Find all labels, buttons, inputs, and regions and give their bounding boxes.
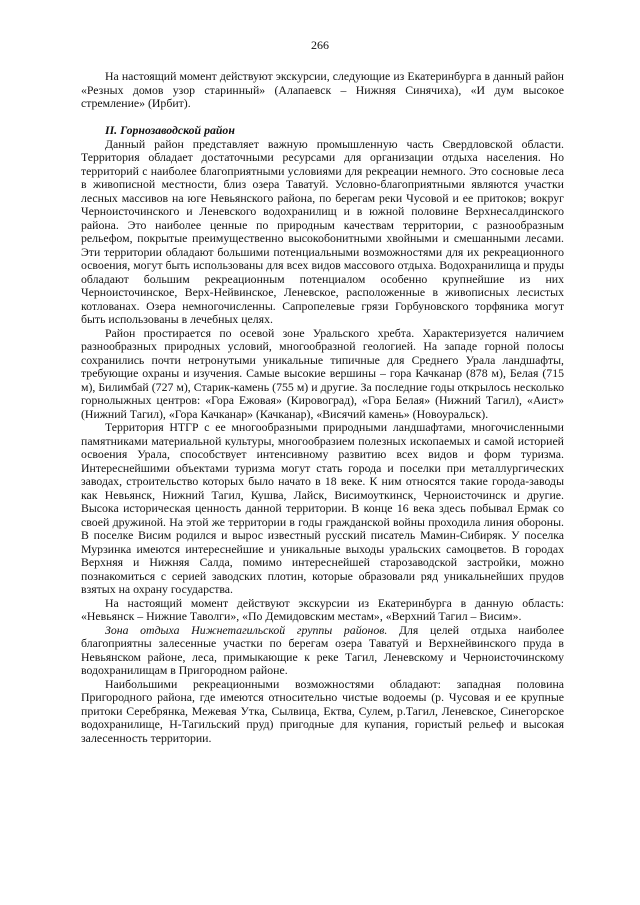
paragraph-excursions-intro: На настоящий момент действуют экскурсии, следующие из Екатеринбурга в данный район «Резных домов узор старинный» (Алапаевск – Нижняя Синячиха), «И дум высокое стремление» (Ирбит). bbox=[81, 69, 564, 110]
paragraph-relief: Район простирается по осевой зоне Уральского хребта. Характеризуется наличием разнообразных природных условий, многообразной геологией. На западе горной полосы сохранились почти нетронутыми уникальные типичные для Среднего Урала ландшафты, требующие охраны и изучения. Самые высокие вершины – гора Качканар (878 м), Белая (715 м), Билимбай (727 м), Старик-камень (755 м) и другие. За последние годы открылось несколько горнолыжных центров: «Гора Ежовая» (Кировоград), «Гора Белая» (Нижний Тагил), «Аист» (Нижний Тагил), «Гора Качканар» (Качканар), «Висячий камень» (Новоуральск). bbox=[81, 325, 564, 421]
page-number: 266 bbox=[311, 38, 329, 52]
body-text bbox=[81, 70, 564, 745]
recreation-zone-title: Зона отдыха Нижнетагильской группы районов. bbox=[105, 622, 388, 637]
paragraph-district-overview: Данный район представляет важную промышленную часть Свердловской области. Территория обладает достаточными ресурсами для организации отдыха населения. Но территорий с наиболее благоприятными условиями для рекреации немного. Это сосновые леса в живописной местности, близ озера Таватуй. Условно-благоприятными являются участки лесных массивов на юге Невьянского района, по берегам реки Чусовой и ее притоков; вокруг Черноисточинского и Леневского водохранилищ и в южной половине Верхнесалдинского района. Это наиболее ценные по природным качествам территории, с разнообразным рельефом, покрытые преимущественно высокобонитными хвойными и смешанными лесами. Эти территории обладают большими потенциальными возможностями для их рекреационного освоения, могут быть использованы для всех видов массового отдыха. Водохранилища и пруды обладают большим рекреационным потенциалом особенно крупнейшие из них Черноисточинское, Верх-Нейвинское, Леневское, расположенные в живописных лесистых котлованах. Озера немногочисленны. Сапропелевые грязи Горбуновского торфяника могут быть использованы в лечебных целях. bbox=[81, 136, 564, 326]
paragraph-tourism: Территория НТГР с ее многообразными природными ландшафтами, многочисленными памятниками материальной культуры, многообразием полезных ископаемых и самой историей освоения Урала, способствует интенсивному развитию всех видов и форм туризма. Интереснейшими объектами туризма могут стать города и поселки при металлургических заводах, строительство которых было начато в 18 веке. К ним относятся такие города-заводы как Невьянск, Нижний Тагил, Кушва, Лайск, Висимоуткинск, Черноисточинск и другие. Высока историческая ценность данной территории. В конце 16 века здесь побывал Ермак со своей дружиной. На этой же территории в годы гражданской войны проходила линия обороны. В поселке Висим родился и вырос известный русский писатель Мамин-Сибиряк. У поселка Мурзинка имеются интереснейшие и уникальные выходы уральских самоцветов. В городах Верхняя и Нижняя Салда, помимо интереснейшей старозаводской застройки, можно познакомиться с серией заводских плотин, которые образовали ряд уникальнейших прудов взятых на охрану государства. bbox=[81, 420, 564, 596]
recreation-zone-text: Для целей отдыха наиболее благоприятны залесенные участки по берегам озера Таватуй и Верхнейвинского пруда в Невьянском районе, леса, примыкающие к реке Тагил, Леневскому и Черноисточинскому водохранилищам в Пригородном районе. bbox=[81, 622, 564, 677]
paragraph-excursions-current: На настоящий момент действуют экскурсии из Екатеринбурга в данную область: «Невьянск – Нижние Таволги», «По Демидовским местам», «Верхний Тагил – Висим». bbox=[81, 595, 564, 623]
paragraph-recreation-zone bbox=[81, 624, 564, 678]
paragraph-recreation-potential: Наибольшими рекреационными возможностями обладают: западная половина Пригородного района, где имеются относительно чистые водоемы (р. Чусовая и ее крупные притоки Серебрянка, Межевая Утка, Сылвица, Ектва, Сулем, р.Тагил, Леневское, Синегорское водохранилище, Н-Тагильский пруд) пригодные для купания, гористый рельеф и высокая залесенность территории. bbox=[81, 676, 564, 745]
section-heading: II. Горнозаводской район bbox=[105, 123, 235, 137]
